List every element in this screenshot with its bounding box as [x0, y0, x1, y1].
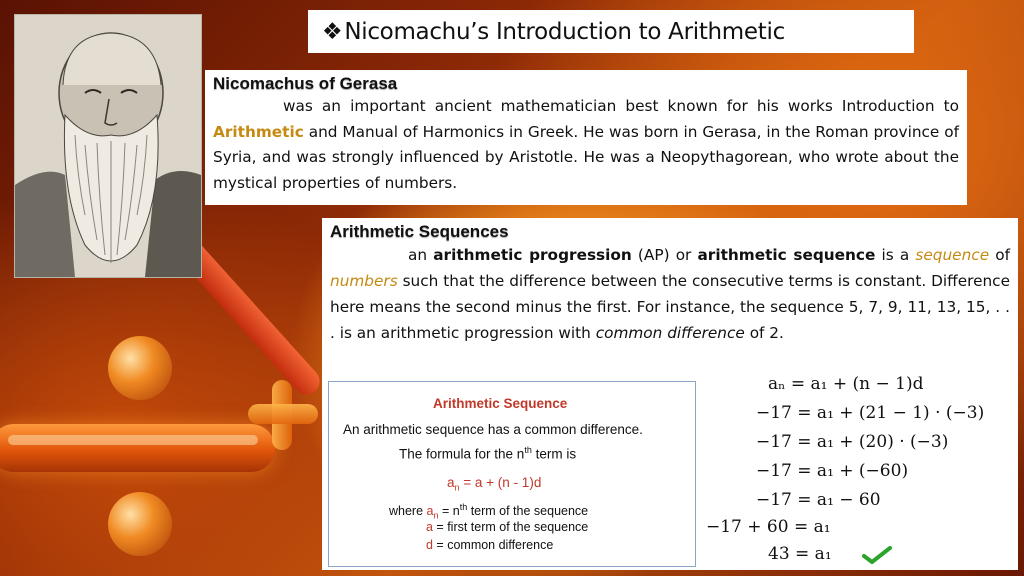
slide-title: [308, 10, 914, 53]
formula-symbol: a: [447, 475, 455, 490]
equation-line: aₙ = a₁ + (n − 1)d: [768, 374, 924, 394]
equation-line: −17 = a₁ − 60: [756, 490, 881, 510]
where-line: [426, 538, 553, 552]
where-subscript: n: [433, 510, 439, 521]
arithmetic-definition: [330, 242, 1010, 346]
bio-text-part: was an important ancient mathematician best known for his works Introduction to: [283, 97, 959, 115]
decorative-orange-bar: [0, 424, 275, 472]
where-line: [389, 502, 588, 521]
where-label: where: [389, 504, 427, 519]
infobox-text: The formula for the n: [399, 446, 525, 462]
infobox-text: term is: [531, 446, 577, 462]
arith-term: arithmetic sequence: [697, 246, 876, 264]
bio-highlight: Arithmetic: [213, 122, 304, 141]
formula-rest: = a + (n - 1)d: [459, 475, 542, 490]
equation-line: −17 = a₁ + (20) · (−3): [756, 432, 949, 452]
where-symbol: a: [426, 520, 433, 534]
arith-text: (AP) or: [631, 246, 698, 264]
bearded-man-engraving-icon: [15, 15, 201, 277]
arith-link-numbers: numbers: [330, 272, 398, 290]
where-text: = common difference: [432, 538, 554, 552]
where-superscript: th: [459, 502, 468, 512]
where-text: term of the sequence: [467, 504, 589, 519]
infobox-title: Arithmetic Sequence: [433, 396, 568, 411]
arith-text: is a: [875, 246, 916, 264]
bio-text-part: and Manual of Harmonics in Greek. He was born in Gerasa, in the Roman province of Syria, and was strongly influenced by Aristotle. He was a Neopythagorean, who wrote about the mystical properties of numbers.: [213, 122, 959, 192]
infobox-line: [399, 445, 576, 462]
biography-heading: Nicomachus of Gerasa: [213, 74, 398, 93]
infobox-line: An arithmetic sequence has a common difference.: [343, 422, 643, 437]
nicomachus-portrait: [14, 14, 202, 278]
equation-line: −17 = a₁ + (21 − 1) · (−3): [756, 403, 985, 423]
equation-line: 43 = a₁: [768, 544, 832, 564]
slide-title-text: Nicomachu’s Introduction to Arithmetic: [344, 18, 785, 45]
biography-panel: [205, 70, 967, 205]
decorative-orange-ball: [108, 492, 172, 556]
formula-infobox: [328, 381, 696, 567]
arith-text: an: [408, 246, 434, 264]
formula-subscript: n: [454, 482, 460, 493]
diamond-bullet-icon: ❖: [322, 18, 343, 45]
equation-line: −17 = a₁ + (−60): [756, 461, 909, 481]
arith-text: of 2.: [744, 324, 784, 342]
arithmetic-heading: Arithmetic Sequences: [330, 222, 509, 241]
arith-common-difference: common difference: [595, 324, 745, 342]
equation-line: −17 + 60 = a₁: [706, 517, 831, 537]
green-check-icon: [862, 546, 892, 564]
arith-text: such that the difference between the consecutive terms is constant. Difference here means the second minus the first. For instance, the sequence 5, 7, 9, 11, 13, 15, . . . is an arithmetic progression with: [330, 272, 1010, 342]
where-symbol: d: [426, 538, 433, 552]
infobox-superscript: th: [524, 445, 532, 455]
where-line: [426, 520, 588, 534]
arith-link-sequence: sequence: [915, 246, 990, 264]
biography-text: [213, 94, 959, 196]
arith-term: arithmetic progression: [433, 246, 632, 264]
where-text: = n: [438, 504, 460, 519]
where-text: = first term of the sequence: [432, 520, 589, 534]
arith-text: of: [989, 246, 1010, 264]
decorative-bar-highlight: [8, 435, 258, 445]
decorative-orange-ball: [108, 336, 172, 400]
where-symbol: a: [426, 504, 434, 519]
decorative-plus-sign: [248, 404, 318, 424]
nth-term-formula: [447, 475, 541, 493]
